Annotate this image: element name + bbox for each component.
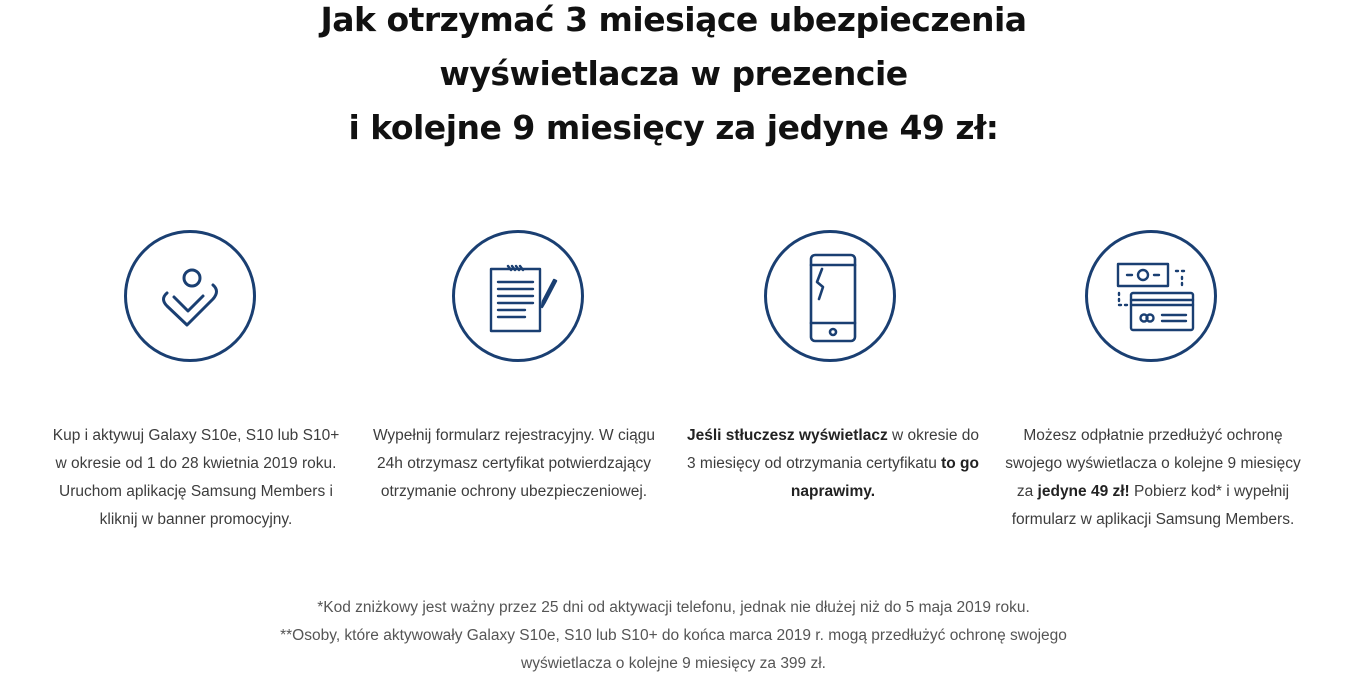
step-3-bold-2: to go naprawimy. <box>790 455 979 500</box>
step-1-description: Kup i aktywuj Galaxy S10e, S10 lub S10+ w okresie od 1 do 28 kwietnia 2019 roku. Uruchom aplikację Samsung Members i kliknij w banner promocyjny. <box>52 427 340 528</box>
step-2-description: Wypełnij formularz rejestracyjny. W ciągu 24h otrzymasz certyfikat potwierdzający otrzymanie ochrony ubezpieczeniowej. <box>372 427 656 500</box>
form-pen-icon <box>452 230 584 362</box>
footnote-3: wyświetlacza o kolejne 9 miesięcy za 399 zł. <box>521 655 826 672</box>
step-3-bold-1: Jeśli stłuczesz wyświetlacz <box>686 427 888 444</box>
headline-line-2: wyświetlacza w prezencie <box>439 54 908 93</box>
step-4-text-2: Pobierz kod* i wypełnij formularz w aplikacji Samsung Members. <box>1011 483 1295 528</box>
footnotes <box>0 594 1347 678</box>
footnote-2: **Osoby, które aktywowały Galaxy S10e, S10 lub S10+ do końca marca 2019 r. mogą przedłużyć ochronę swojego <box>280 627 1067 644</box>
step-3-text: w okresie do 3 miesięcy od otrzymania certyfikatu <box>687 427 980 472</box>
page-headline <box>0 0 1347 160</box>
headline-line-3: i kolejne 9 miesięcy za jedyne 49 zł: <box>348 108 999 147</box>
step-3-description <box>683 422 983 506</box>
footnote-1: *Kod zniżkowy jest ważny przez 25 dni od aktywacji telefonu, jednak nie dłużej niż do 5 maja 2019 roku. <box>317 599 1030 616</box>
step-4-description <box>1003 422 1303 534</box>
headline-line-1: Jak otrzymać 3 miesiące ubezpieczenia <box>320 0 1027 39</box>
step-4-text-1: Możesz odpłatnie przedłużyć ochronę swojego wyświetlacza o kolejne 9 miesięcy za <box>1005 427 1301 500</box>
broken-phone-icon <box>764 230 896 362</box>
cash-card-icon <box>1085 230 1217 362</box>
heart-check-icon <box>124 230 256 362</box>
step-4-price: jedyne 49 zł! <box>1037 483 1130 500</box>
